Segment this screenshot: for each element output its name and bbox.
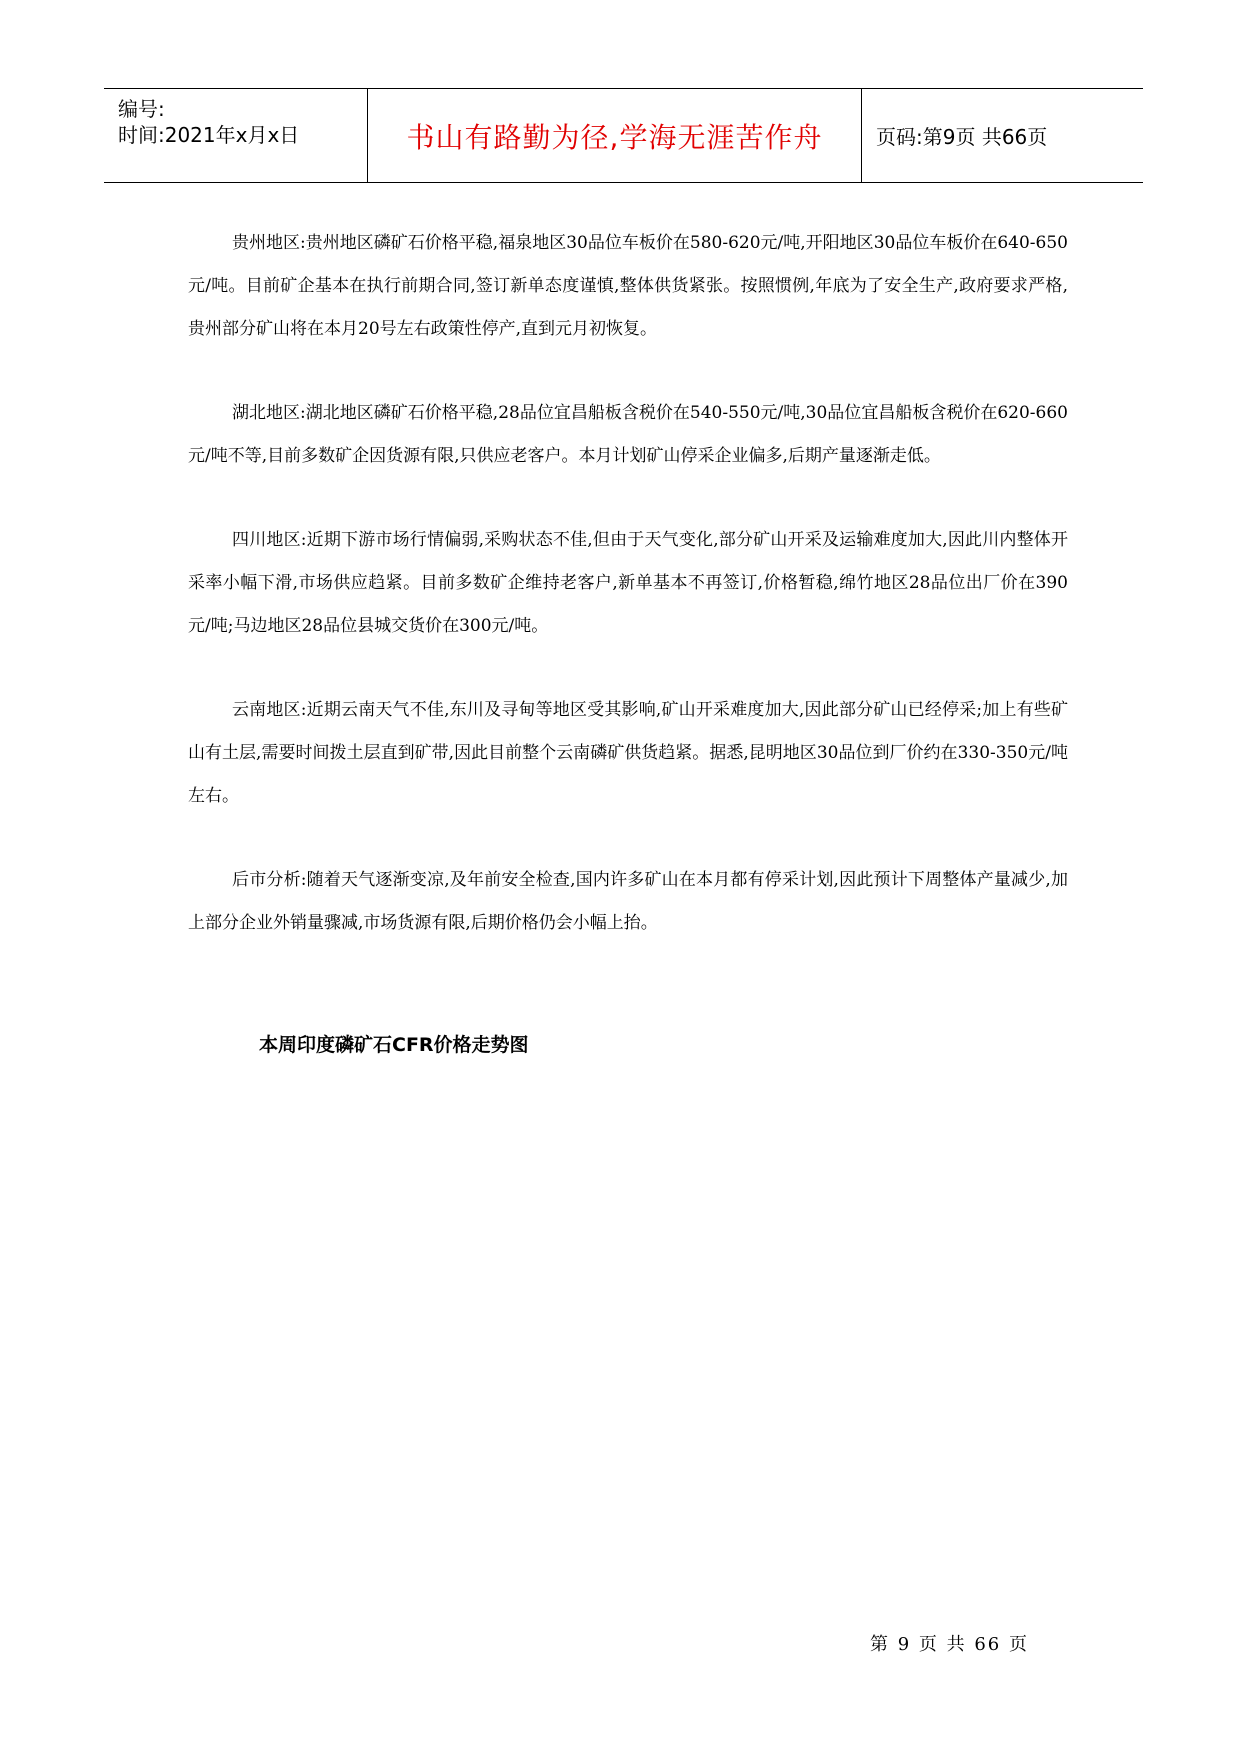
page-header <box>104 88 1143 183</box>
document-number-label: 编号: <box>118 97 165 121</box>
document-time-label: 时间:2021年x月x日 <box>118 123 300 147</box>
document-body <box>188 222 1068 986</box>
header-page-info: 页码:第9页 共66页 <box>876 125 1048 149</box>
chart-title: 本周印度磷矿石CFR价格走势图 <box>259 1034 529 1056</box>
header-meta <box>104 89 368 182</box>
paragraph-hubei: 湖北地区:湖北地区磷矿石价格平稳,28品位宜昌船板含税价在540-550元/吨,30品位宜昌船板含税价在620-660元/吨不等,目前多数矿企因货源有限,只供应老客户。本月计划矿山停采企业偏多,后期产量逐渐走低。 <box>188 403 1068 466</box>
page-footer: 第 9 页 共 66 页 <box>870 1634 1029 1655</box>
header-motto: 书山有路勤为径,学海无涯苦作舟 <box>368 89 862 182</box>
paragraph-sichuan: 四川地区:近期下游市场行情偏弱,采购状态不佳,但由于天气变化,部分矿山开采及运输难度加大,因此川内整体开采率小幅下滑,市场供应趋紧。目前多数矿企维持老客户,新单基本不再签订,价格暂稳,绵竹地区28品位出厂价在390元/吨;马边地区28品位县城交货价在300元/吨。 <box>188 530 1068 636</box>
paragraph-yunnan: 云南地区:近期云南天气不佳,东川及寻甸等地区受其影响,矿山开采难度加大,因此部分矿山已经停采;加上有些矿山有土层,需要时间拨土层直到矿带,因此目前整个云南磷矿供货趋紧。据悉,昆明地区30品位到厂价约在330-350元/吨左右。 <box>188 700 1068 806</box>
paragraph-market-analysis: 后市分析:随着天气逐渐变凉,及年前安全检查,国内许多矿山在本月都有停采计划,因此预计下周整体产量减少,加上部分企业外销量骤减,市场货源有限,后期价格仍会小幅上抬。 <box>188 870 1068 933</box>
paragraph-guizhou: 贵州地区:贵州地区磷矿石价格平稳,福泉地区30品位车板价在580-620元/吨,开阳地区30品位车板价在640-650元/吨。目前矿企基本在执行前期合同,签订新单态度谨慎,整体供货紧张。按照惯例,年底为了安全生产,政府要求严格,贵州部分矿山将在本月20号左右政策性停产,直到元月初恢复。 <box>188 233 1068 339</box>
